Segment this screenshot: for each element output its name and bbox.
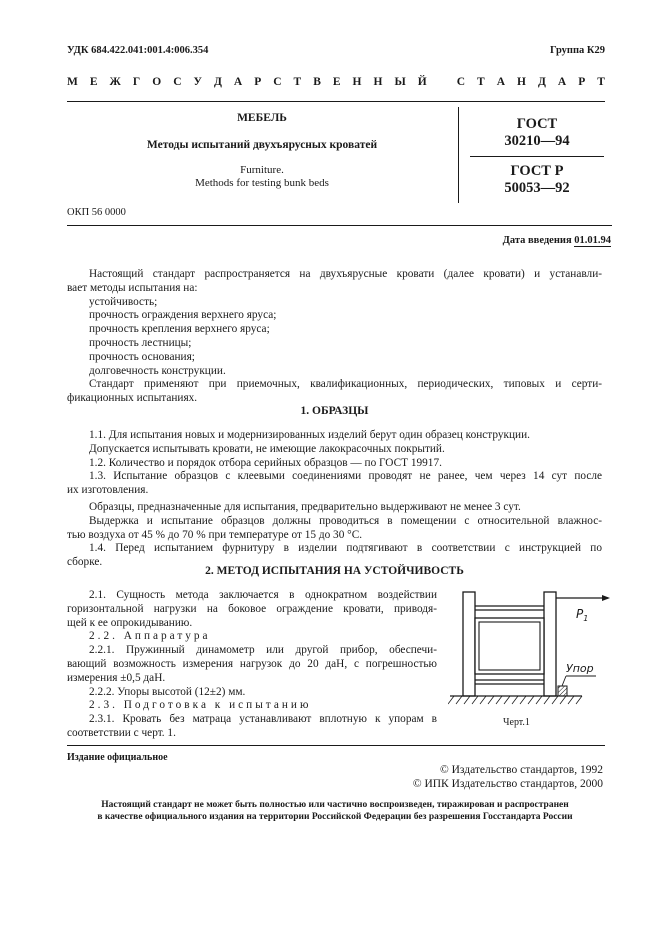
paragraph-line: горизонтальной нагрузки на боковое ограждение кровати, приводя-	[67, 602, 437, 615]
banner-letter	[439, 76, 445, 88]
paragraph-line: измерения ±0,5 даН.	[67, 671, 166, 684]
banner-letter: В	[313, 76, 321, 88]
reproduction-notice-line2: в качестве официального издания на территории Российской Федерации без разрешения Госстандарта России	[97, 812, 573, 822]
paragraph-line: вающий возможность измерения нагрузок до 20 даН, с погрешностью	[67, 657, 437, 670]
force-arrowhead	[602, 595, 610, 601]
banner-letter: Г	[132, 76, 141, 88]
section-1-heading: 1. ОБРАЗЦЫ	[300, 405, 369, 417]
footer-rule	[67, 745, 605, 746]
copyright-2000: © ИПК Издательство стандартов, 2000	[412, 778, 603, 790]
upper-tier-frame	[475, 618, 544, 674]
banner-letter: С	[173, 76, 182, 88]
paragraph-line: 2.3.1. Кровать без матраца устанавливают вплотную к упорам в	[89, 713, 437, 726]
intro-list-item: устойчивость;	[89, 295, 158, 308]
paragraph-line: щей к ее опрокидыванию.	[67, 616, 193, 629]
banner-letter: С	[456, 76, 466, 88]
banner-letter: Й	[417, 76, 427, 88]
gost-number-2	[462, 163, 612, 197]
banner-letter: С	[273, 76, 282, 88]
intro-list-item: долговечность конструкции.	[89, 364, 226, 377]
paragraph-line: Образцы, предназначенные для испытания, предварительно выдерживают не менее 3 сут.	[89, 500, 521, 513]
banner-letter: Т	[293, 76, 302, 88]
gost-number-1	[462, 116, 612, 150]
stop-leader	[562, 676, 566, 686]
banner-letter: Н	[373, 76, 383, 88]
banner-letter: Н	[352, 76, 362, 88]
document-subtitle: Методы испытаний двухъярусных кроватей	[146, 139, 378, 151]
gost-2-number: 50053—92	[504, 180, 570, 196]
copyright-1992: © Издательство стандартов, 1992	[439, 764, 603, 776]
gost-1-number: 30210—94	[504, 133, 570, 149]
group-code: Группа К29	[549, 45, 605, 56]
banner-letter: У	[193, 76, 202, 88]
paragraph-line: соответствии с черт. 1.	[67, 726, 176, 739]
force-label: $P_1$	[576, 607, 589, 623]
stop-label: Упор	[566, 662, 594, 675]
paragraph-line: 1.3. Испытание образцов с клеевыми соединениями проводят не ранее, чем через 14 сут после	[89, 470, 602, 483]
banner-letter: Д	[537, 76, 546, 88]
bed-right-post	[544, 592, 556, 696]
interstate-standard-banner	[67, 76, 605, 88]
banner-letter: Ж	[109, 76, 121, 88]
paragraph-line: их изготовления.	[67, 484, 149, 497]
banner-letter: Н	[517, 76, 526, 88]
intro-list-item: прочность лестницы;	[89, 336, 192, 349]
okp-rule	[67, 225, 612, 226]
intro-block	[67, 268, 602, 406]
paragraph-line: 1.1. Для испытания новых и модернизированных изделий берут один образец конструкции.	[89, 429, 530, 441]
intro-list-item: прочность ограждения верхнего яруса;	[89, 309, 277, 322]
banner-letter: Е	[89, 76, 98, 88]
bed-left-post	[463, 592, 475, 696]
banner-letter: Е	[332, 76, 341, 88]
banner-letter: Д	[213, 76, 222, 88]
intro-line: фикационных испытаниях.	[67, 392, 198, 405]
official-edition-label: Издание официальное	[67, 752, 168, 763]
intro-line: Стандарт применяют при приемочных, квалификационных, периодических, типовых и серти-	[89, 378, 602, 391]
header-rule	[67, 101, 605, 102]
reproduction-notice-line1: Настоящий стандарт не может быть полностью или частично воспроизведен, тиражирован и распространен	[101, 800, 569, 810]
banner-letter: Т	[477, 76, 485, 88]
figure-caption: Черт.1	[503, 717, 530, 728]
banner-letter: М	[67, 76, 78, 88]
intro-line: Настоящий стандарт распространяется на двухъярусные кровати (далее кровати) и устанавли-	[89, 268, 602, 280]
okp-code: ОКП 56 0000	[67, 207, 126, 218]
paragraph-line: 2.2.2. Упоры высотой (12±2) мм.	[89, 685, 246, 698]
section-2-body	[67, 589, 437, 741]
banner-letter: Ы	[394, 76, 406, 88]
subsection-heading: 2.3. Подготовка к испытанию	[89, 699, 312, 712]
subsection-heading: 2.2. Аппаратура	[89, 630, 211, 643]
paragraph-line: сборке.	[67, 556, 103, 569]
banner-letter: А	[496, 76, 505, 88]
banner-letter: Р	[578, 76, 586, 88]
banner-letter: Р	[254, 76, 262, 88]
english-title-line2: Methods for testing bunk beds	[195, 177, 329, 189]
udc-code: УДК 684.422.041:001.4:006.354	[67, 45, 209, 56]
banner-letter: Т	[597, 76, 605, 88]
banner-letter: О	[152, 76, 162, 88]
english-title-line1: Furniture.	[240, 164, 284, 176]
effective-date	[503, 235, 611, 246]
title-divider	[458, 107, 459, 203]
banner-letter: А	[233, 76, 243, 88]
intro-list-item: прочность основания;	[89, 350, 195, 363]
paragraph-line: 1.4. Перед испытанием фурнитуру в изделии подтягивают в соответствии с инструкцией по	[89, 542, 602, 555]
paragraph-line: Выдержка и испытание образцов должны проводиться в помещении с относительной влажнос-	[89, 514, 602, 527]
bunk-bed-stability-diagram	[448, 586, 618, 712]
gost-1-label: ГОСТ	[516, 116, 558, 132]
intro-list-item: прочность крепления верхнего яруса;	[89, 323, 270, 336]
document-title: МЕБЕЛЬ	[237, 112, 287, 124]
floor-hatching	[448, 696, 582, 704]
section-1-body	[67, 429, 602, 570]
paragraph-line: 1.2. Количество и порядок отбора серийных образцов — по ГОСТ 19917.	[89, 456, 442, 469]
date-value: 01.01.94	[574, 235, 611, 246]
paragraph-line: 2.2.1. Пружинный динамометр или другой прибор, обеспечи-	[89, 644, 437, 657]
paragraph-line: Допускается испытывать кровати, не имеющие лакокрасочных покрытий.	[89, 442, 445, 455]
section-2-heading: 2. МЕТОД ИСПЫТАНИЯ НА УСТОЙЧИВОСТЬ	[205, 565, 464, 577]
paragraph-line: тью воздуха от 45 % до 70 % при температуре от 15 до 30 °С.	[67, 528, 363, 541]
stop-block	[558, 686, 567, 696]
intro-line: вает методы испытания на:	[67, 281, 198, 294]
gost-2-label: ГОСТ Р	[510, 163, 564, 179]
banner-letter: А	[557, 76, 567, 88]
date-label: Дата введения	[502, 235, 572, 246]
gost-separator	[470, 156, 604, 157]
paragraph-line: 2.1. Сущность метода заключается в однократном воздействии	[89, 589, 437, 601]
